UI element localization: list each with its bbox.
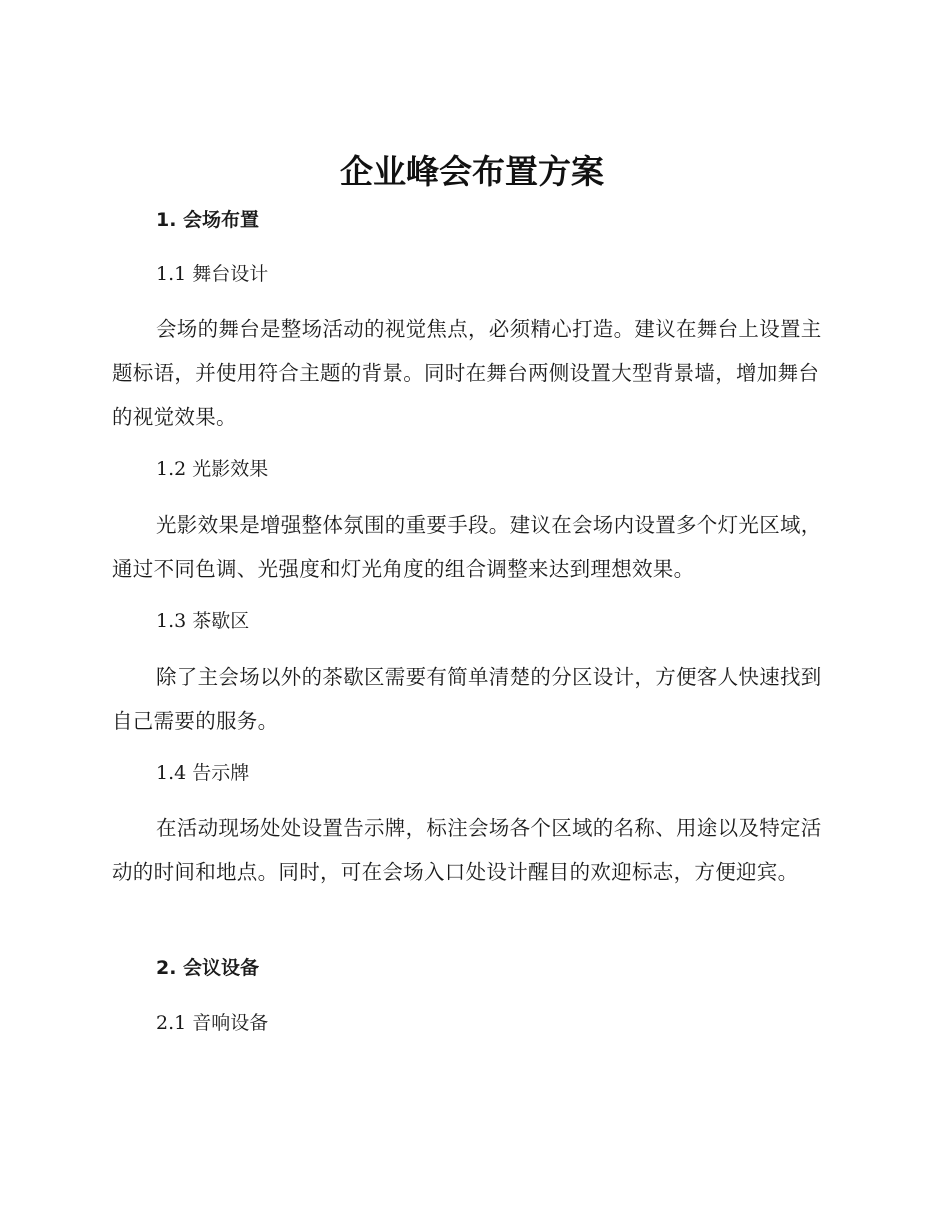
subsection-heading-audio-equipment: 2.1 音响设备 <box>156 1012 269 1034</box>
document-page <box>112 0 832 1230</box>
section-heading-venue-layout: 1. 会场布置 <box>156 209 260 231</box>
paragraph-tea-break-area: 除了主会场以外的茶歇区需要有简单清楚的分区设计，方便客人快速找到自己需要的服务。 <box>112 665 822 733</box>
subsection-heading-lighting: 1.2 光影效果 <box>156 458 269 480</box>
subsection-heading-signage: 1.4 告示牌 <box>156 762 250 784</box>
paragraph-signage: 在活动现场处处设置告示牌，标注会场各个区域的名称、用途以及特定活动的时间和地点。同时，可在会场入口处设计醒目的欢迎标志，方便迎宾。 <box>112 816 822 884</box>
section-heading-meeting-equipment: 2. 会议设备 <box>156 957 260 979</box>
paragraph-lighting: 光影效果是增强整体氛围的重要手段。建议在会场内设置多个灯光区域，通过不同色调、光强度和灯光角度的组合调整来达到理想效果。 <box>112 513 822 581</box>
subsection-heading-stage-design: 1.1 舞台设计 <box>156 263 269 285</box>
page-title: 企业峰会布置方案 <box>340 152 604 191</box>
paragraph-stage-design: 会场的舞台是整场活动的视觉焦点，必须精心打造。建议在舞台上设置主题标语，并使用符合主题的背景。同时在舞台两侧设置大型背景墙，增加舞台的视觉效果。 <box>112 317 822 429</box>
subsection-heading-tea-break-area: 1.3 茶歇区 <box>156 610 250 632</box>
